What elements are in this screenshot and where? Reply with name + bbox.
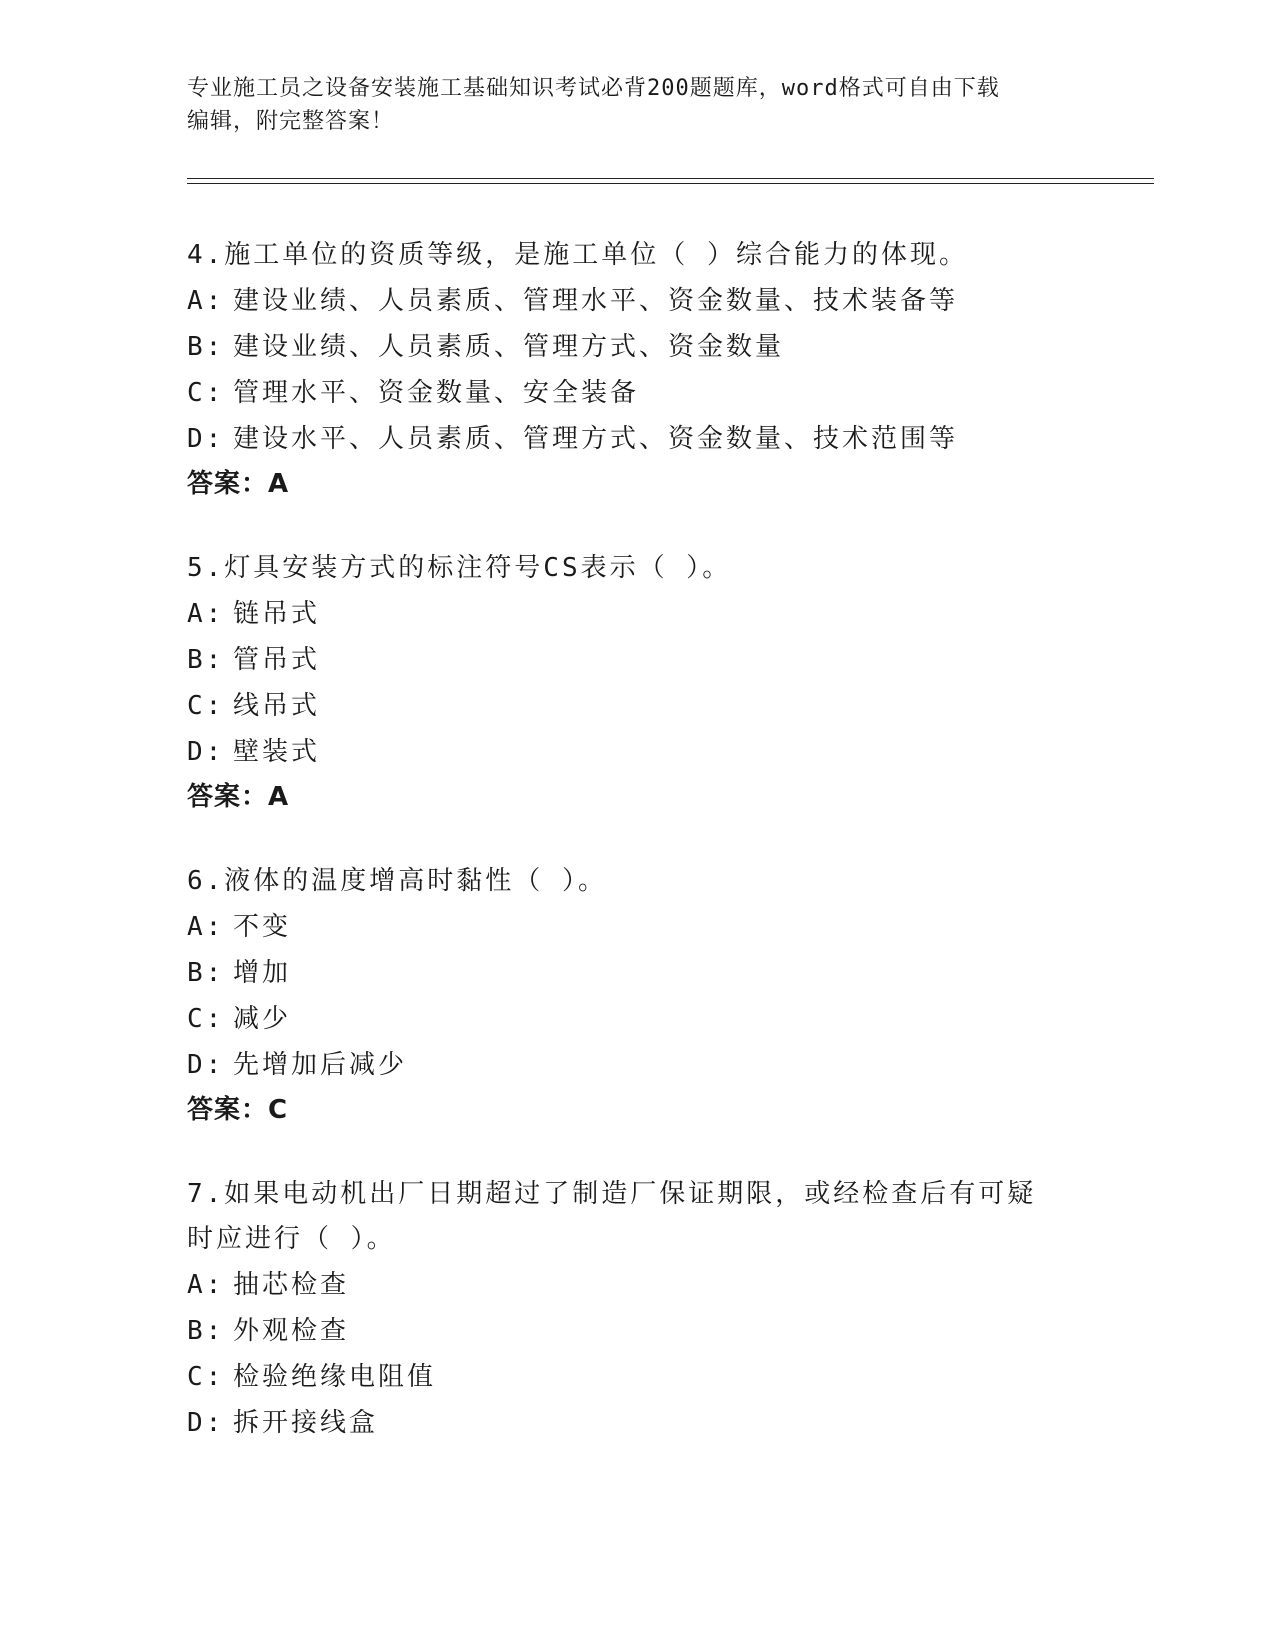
option-text: 不变 [233,912,292,942]
option-a [187,1262,1087,1308]
option-key: D: [187,1050,225,1080]
header-title-line2: 编辑，附完整答案！ [187,109,395,134]
option-text: 检验绝缘电阻值 [233,1362,437,1392]
option-key: B: [187,958,225,988]
document-header [187,72,1087,138]
option-text: 建设业绩、人员素质、管理水平、资金数量、技术装备等 [233,286,959,316]
option-d [187,1400,1087,1446]
option-key: B: [187,1316,225,1346]
question-7 [187,1172,1087,1446]
option-b [187,637,1087,683]
option-key: A: [187,286,225,316]
option-text: 外观检查 [233,1316,350,1346]
option-b [187,324,1087,370]
option-text: 减少 [233,1004,292,1034]
option-key: D: [187,424,225,454]
option-text: 壁装式 [233,737,321,767]
header-divider-top [187,178,1154,179]
question-4 [187,233,1087,506]
answer: 答案：A [187,782,290,812]
question-list [187,233,1087,1486]
option-text: 拆开接线盒 [233,1408,379,1438]
option-text: 链吊式 [233,599,321,629]
option-key: D: [187,737,225,767]
option-a [187,591,1087,637]
option-key: A: [187,1270,225,1300]
option-key: C: [187,378,225,408]
option-text: 建设水平、人员素质、管理方式、资金数量、技术范围等 [233,424,959,454]
question-5 [187,546,1087,819]
header-title-line1: 专业施工员之设备安装施工基础知识考试必背200题题库，word格式可自由下载 [187,76,1000,101]
option-text: 抽芯检查 [233,1270,350,1300]
option-c [187,683,1087,729]
option-text: 增加 [233,958,292,988]
answer: 答案：C [187,1095,289,1125]
option-key: C: [187,1362,225,1392]
option-c [187,370,1087,416]
question-stem: 5.灯具安装方式的标注符号CS表示（ ）。 [187,553,732,583]
option-key: C: [187,691,225,721]
option-d [187,416,1087,462]
option-b [187,950,1087,996]
option-text: 先增加后减少 [233,1050,408,1080]
option-c [187,996,1087,1042]
option-text: 管吊式 [233,645,321,675]
question-stem: 6.液体的温度增高时黏性（ ）。 [187,866,607,896]
option-a [187,904,1087,950]
option-b [187,1308,1087,1354]
option-c [187,1354,1087,1400]
option-key: B: [187,645,225,675]
answer: 答案：A [187,469,290,499]
option-d [187,729,1087,775]
option-key: B: [187,332,225,362]
question-stem: 4.施工单位的资质等级，是施工单位（ ）综合能力的体现。 [187,240,968,270]
option-key: A: [187,599,225,629]
option-d [187,1042,1087,1088]
option-text: 建设业绩、人员素质、管理方式、资金数量 [233,332,785,362]
question-stem: 7.如果电动机出厂日期超过了制造厂保证期限，或经检查后有可疑时应进行（ ）。 [187,1179,1037,1254]
option-key: A: [187,912,225,942]
question-6 [187,859,1087,1132]
option-a [187,278,1087,324]
option-text: 管理水平、资金数量、安全装备 [233,378,640,408]
option-key: D: [187,1408,225,1438]
option-key: C: [187,1004,225,1034]
option-text: 线吊式 [233,691,321,721]
header-divider-bottom [187,183,1154,184]
